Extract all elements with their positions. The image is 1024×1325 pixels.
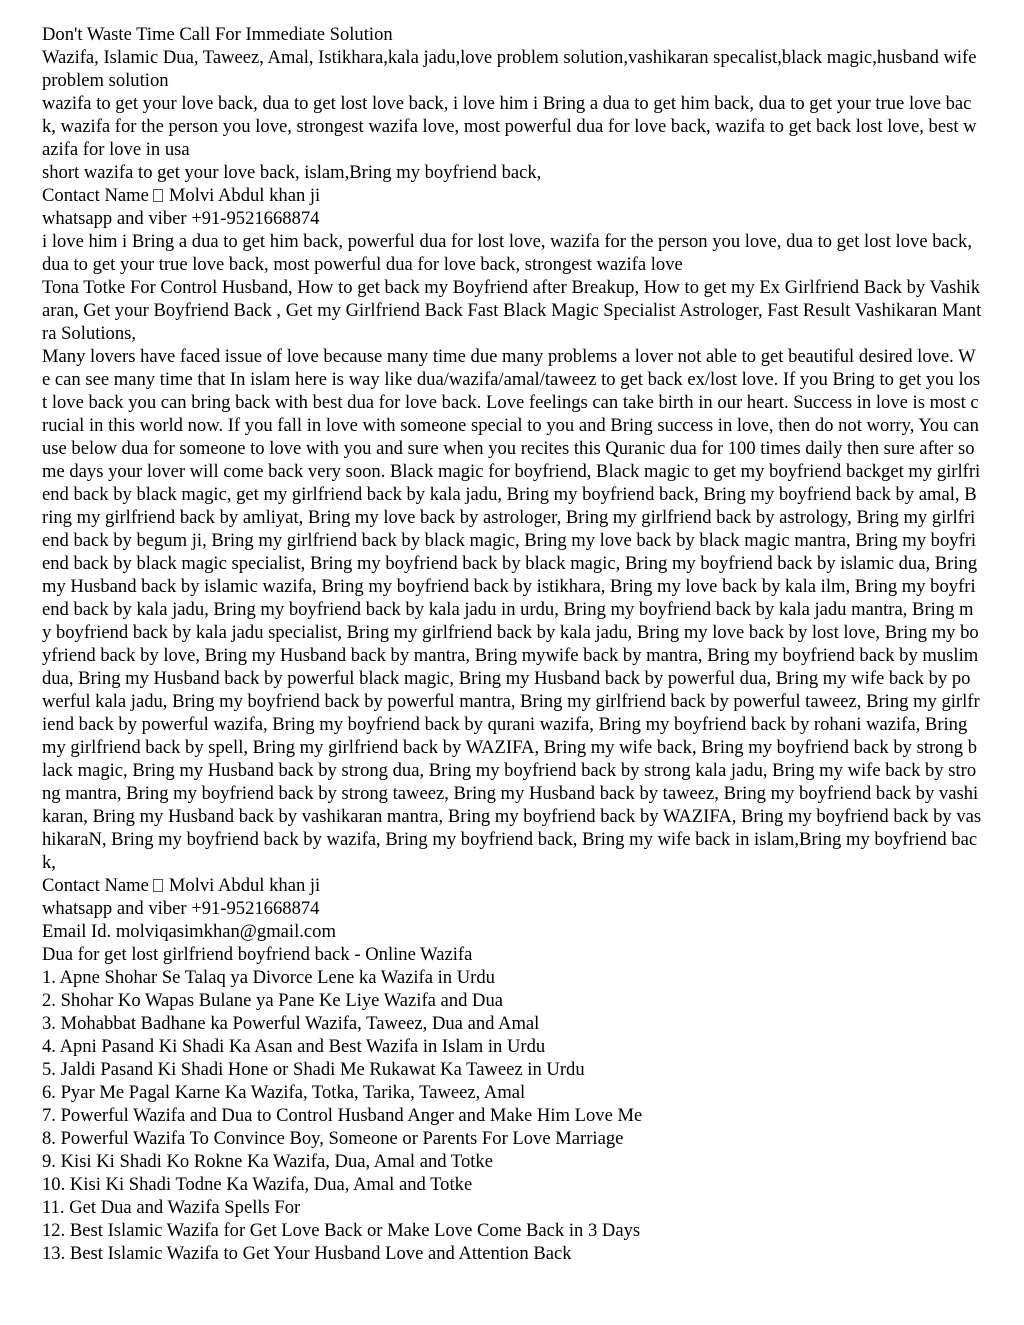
contact-name-2: Molvi Abdul khan ji xyxy=(168,875,321,896)
list-item: 9. Kisi Ki Shadi Ko Rokne Ka Wazifa, Dua, Amal and Totke xyxy=(42,1151,493,1172)
list-title: Dua for get lost girlfriend boyfriend back - Online Wazifa xyxy=(42,944,473,965)
list-item: 11. Get Dua and Wazifa Spells For xyxy=(42,1197,301,1218)
list-item: 12. Best Islamic Wazifa for Get Love Back or Make Love Come Back in 3 Days xyxy=(42,1220,641,1241)
page-heading: Don't Waste Time Call For Immediate Solution xyxy=(42,24,393,45)
main-body-paragraph: Many lovers have faced issue of love because many time due many problems a lover not able to get beautiful desired love. We can see many time that In islam here is way like dua/wazifa/amal/taweez to get back ex/lost love. If you Bring to get you lost love back you can bring back with best dua for love back. Love feelings can take birth in our heart. Success in love is most crucial in this world now. If you fall in love with someone special to you and Bring success in love, then do not worry, You canuse below dua for someone to love with you and sure when you recites this Quranic dua for 100 times daily then sure after some days your lover will come back very soon. Black magic for boyfriend, Black magic to get my boyfriend backget my girlfriend back by black magic, get my girlfriend back by kala jadu, Bring my boyfriend back, Bring my boyfriend back by amal, Bring my girlfriend back by amliyat, Bring my love back by astrologer, Bring my girlfriend back by astrology, Bring my girlfriend back by begum ji, Bring my girlfriend back by black magic, Bring my love back by black magic mantra, Bring my boyfriend back by black magic specialist, Bring my boyfriend back by black magic, Bring my boyfriend back by islamic dua, Bring my Husband back by islamic wazifa, Bring my boyfriend back by istikhara, Bring my love back by kala ilm, Bring my boyfriend back by kala jadu, Bring my boyfriend back by kala jadu in urdu, Bring my boyfriend back by kala jadu mantra, Bring my boyfriend back by kala jadu specialist, Bring my girlfriend back by kala jadu, Bring my love back by lost love, Bring my boyfriend back by love, Bring my Husband back by mantra, Bring mywife back by mantra, Bring my boyfriend back by muslim dua, Bring my Husband back by powerful black magic, Bring my Husband back by powerful dua, Bring my wife back by powerful kala jadu, Bring my boyfriend back by powerful mantra, Bring my girlfriend back by powerful taweez, Bring my girlfriend back by powerful wazifa, Bring my boyfriend back by qurani wazifa, Bring my boyfriend back by rohani wazifa, Bring my girlfriend back by spell, Bring my girlfriend back by WAZIFA, Bring my wife back, Bring my boyfriend back by strong black magic, Bring my Husband back by strong dua, Bring my boyfriend back by strong kala jadu, Bring my wife back by strong mantra, Bring my boyfriend back by strong taweez, Bring my Husband back by taweez, Bring my boyfriend back by vashikaran, Bring my Husband back by vashikaran mantra, Bring my boyfriend back by WAZIFA, Bring my boyfriend back by vashikaraN, Bring my boyfriend back by wazifa, Bring my boyfriend back, Bring my wife back in islam,Bring my boyfriend back, xyxy=(42,346,982,873)
list-item: 6. Pyar Me Pagal Karne Ka Wazifa, Totka, Tarika, Taweez, Amal xyxy=(42,1082,526,1103)
contact-name-label-2: Contact Name xyxy=(42,875,149,896)
list-item: 3. Mohabbat Badhane ka Powerful Wazifa, Taweez, Dua and Amal xyxy=(42,1013,540,1034)
missing-glyph-icon xyxy=(153,189,163,202)
tona-totke-paragraph: Tona Totke For Control Husband, How to get back my Boyfriend after Breakup, How to get my Ex Girlfriend Back by Vashikaran, Get your Boyfriend Back , Get my Girlfriend Back Fast Black Magic Specialist Astrologer, Fast Result Vashikaran Mantra Solutions, xyxy=(42,277,982,344)
contact-name: Molvi Abdul khan ji xyxy=(168,185,321,206)
short-wazifa-line: short wazifa to get your love back, islam,Bring my boyfriend back, xyxy=(42,162,542,183)
services-paragraph: Wazifa, Islamic Dua, Taweez, Amal, Istikhara,kala jadu,love problem solution,vashikaran specalist,black magic,husband wife problem solution xyxy=(42,47,977,91)
missing-glyph-icon xyxy=(153,879,163,892)
list-item: 13. Best Islamic Wazifa to Get Your Husband Love and Attention Back xyxy=(42,1243,572,1264)
list-item: 1. Apne Shohar Se Talaq ya Divorce Lene ka Wazifa in Urdu xyxy=(42,967,495,988)
contact-phone-2: whatsapp and viber +91-9521668874 xyxy=(42,898,320,919)
list-item: 7. Powerful Wazifa and Dua to Control Husband Anger and Make Him Love Me xyxy=(42,1105,643,1126)
list-item: 4. Apni Pasand Ki Shadi Ka Asan and Best Wazifa in Islam in Urdu xyxy=(42,1036,546,1057)
list-item: 8. Powerful Wazifa To Convince Boy, Someone or Parents For Love Marriage xyxy=(42,1128,624,1149)
contact-name-label: Contact Name xyxy=(42,185,149,206)
contact-phone: whatsapp and viber +91-9521668874 xyxy=(42,208,320,229)
contact-email: Email Id. molviqasimkhan@gmail.com xyxy=(42,921,336,942)
list-item: 2. Shohar Ko Wapas Bulane ya Pane Ke Liye Wazifa and Dua xyxy=(42,990,504,1011)
intro-paragraph: wazifa to get your love back, dua to get lost love back, i love him i Bring a dua to get him back, dua to get your true love back, wazifa for the person you love, strongest wazifa love, most powerful dua for love back, wazifa to get back lost love, best wazifa for love in usa xyxy=(42,93,977,160)
dua-paragraph: i love him i Bring a dua to get him back, powerful dua for lost love, wazifa for the person you love, dua to get lost love back, dua to get your true love back, most powerful dua for love back, strongest wazifa love xyxy=(42,231,972,275)
list-item: 10. Kisi Ki Shadi Todne Ka Wazifa, Dua, Amal and Totke xyxy=(42,1174,473,1195)
contact-name-row xyxy=(42,184,1024,207)
list-item: 5. Jaldi Pasand Ki Shadi Hone or Shadi Me Rukawat Ka Taweez in Urdu xyxy=(42,1059,585,1080)
contact-name-row-2 xyxy=(42,874,1024,897)
